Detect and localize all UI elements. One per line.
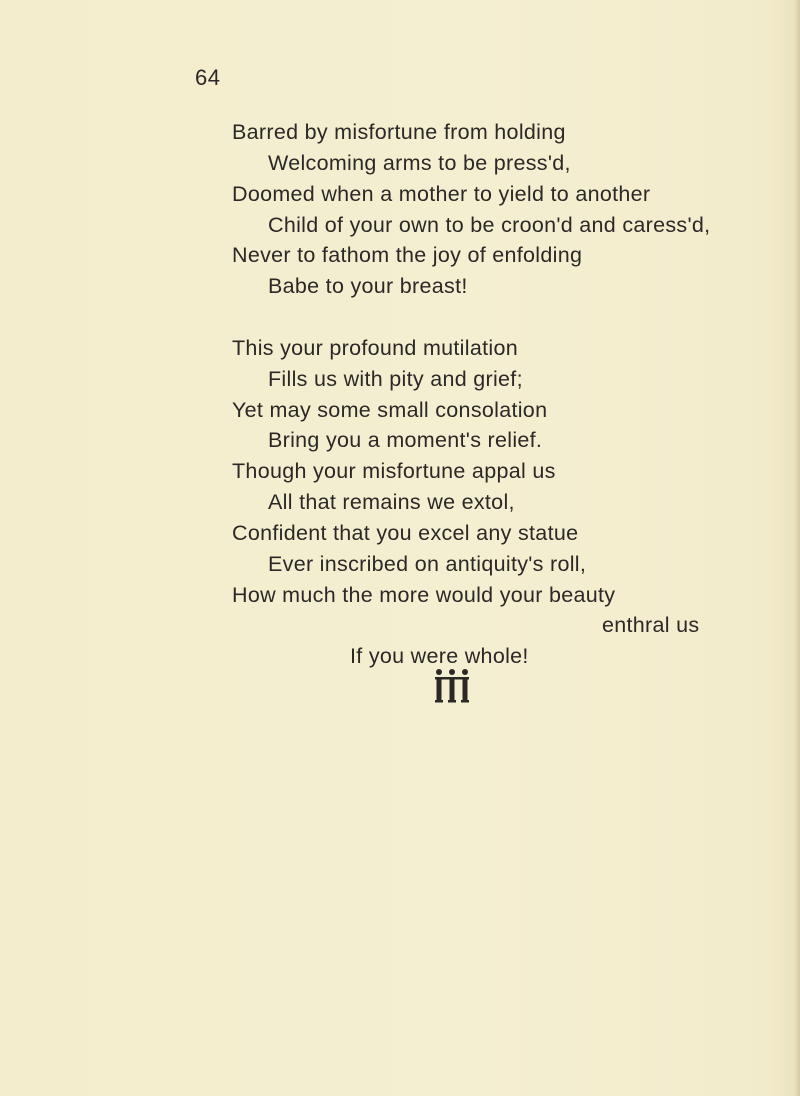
poem-line: Child of your own to be croon'd and caress'd, xyxy=(268,213,711,237)
poem-line-runover: enthral us xyxy=(602,613,700,637)
poem-line: Welcoming arms to be press'd, xyxy=(268,151,571,175)
poem-line: Yet may some small consolation xyxy=(232,398,548,422)
poem-line: Confident that you excel any statue xyxy=(232,521,579,545)
poem-line: Never to fathom the joy of enfolding xyxy=(232,243,583,267)
poem-line: Though your misfortune appal us xyxy=(232,459,556,483)
poem-line: Bring you a moment's relief. xyxy=(268,428,543,452)
page-number: 64 xyxy=(195,65,221,90)
poem-line: If you were whole! xyxy=(350,644,529,668)
poem-line: Fills us with pity and grief; xyxy=(268,367,523,391)
poem-line: How much the more would your beauty xyxy=(232,583,616,607)
poem-line: Babe to your breast! xyxy=(268,274,468,298)
poem-line: Ever inscribed on antiquity's roll, xyxy=(268,552,587,576)
tailpiece-ornament-icon xyxy=(432,667,472,705)
poem-line: All that remains we extol, xyxy=(268,490,515,514)
poem-line: This your profound mutilation xyxy=(232,336,518,360)
poem-line: Barred by misfortune from holding xyxy=(232,120,566,144)
page-edge-shadow xyxy=(794,0,800,1096)
poem-line: Doomed when a mother to yield to another xyxy=(232,182,651,206)
